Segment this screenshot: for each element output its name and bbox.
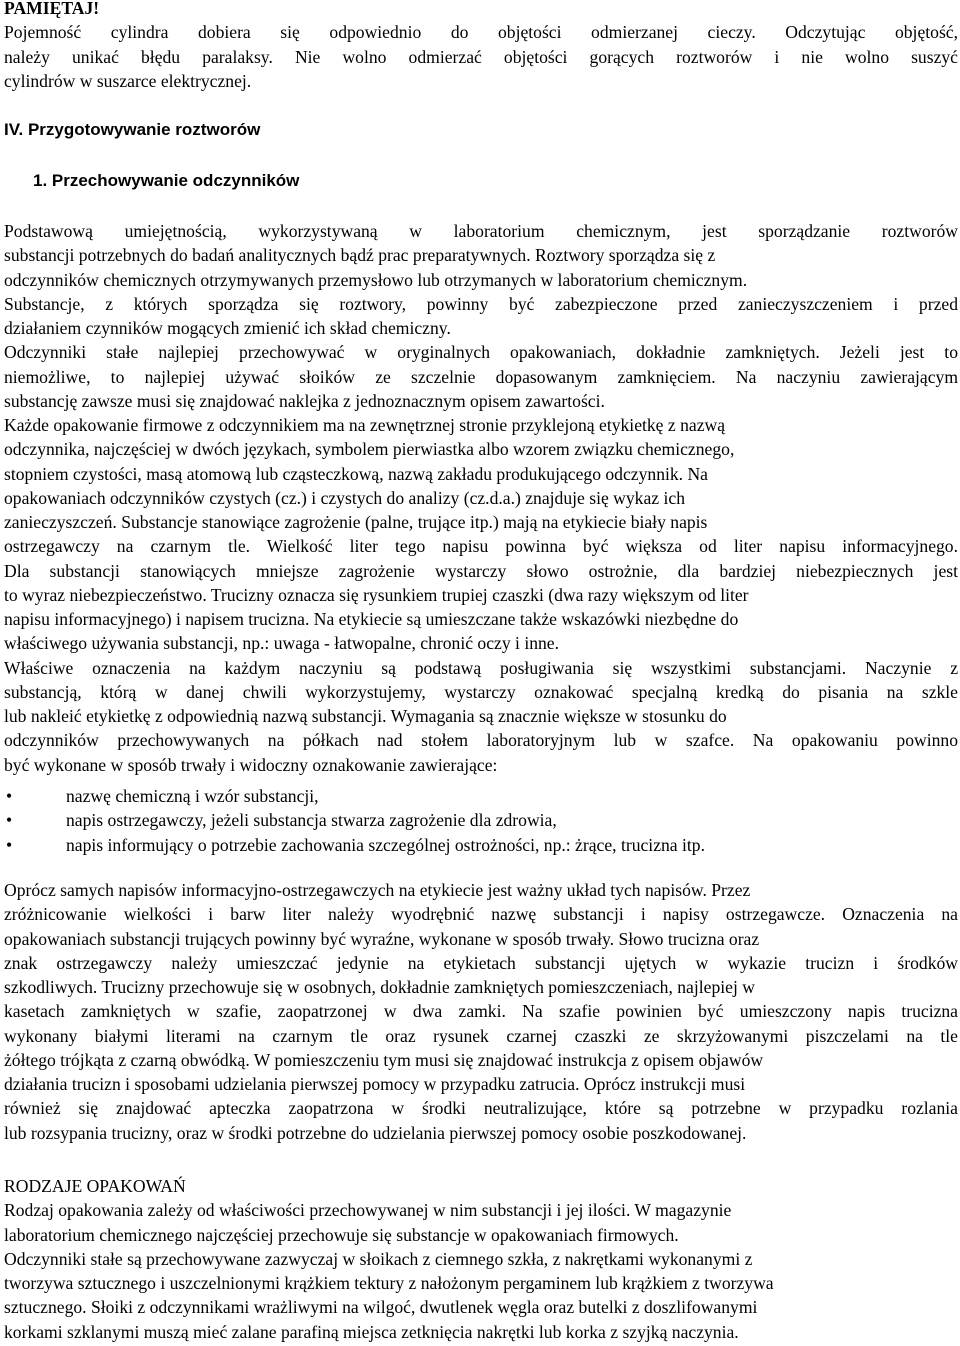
paragraph-line: substancję zawsze musi się znajdować naklejka z jednoznacznym opisem zawartości. bbox=[4, 390, 605, 411]
bullet-list bbox=[4, 784, 958, 857]
paragraph-line: stopniem czystości, masą atomową lub cząsteczkową, nazwą zakładu produkującego odczynnik. Na bbox=[4, 463, 708, 484]
paragraph-line: właściwego używania substancji, np.: uwaga - łatwopalne, chronić oczy i inne. bbox=[4, 633, 560, 654]
paragraph-line: zanieczyszczeń. Substancje stanowiące zagrożenie (palne, trujące itp.) mają na etykiecie biały napis bbox=[4, 512, 708, 532]
paragraph-line: działania trucizn i sposobami udzielania pierwszej pomocy w przypadku zatrucia. Oprócz instrukcji musi bbox=[4, 1074, 746, 1094]
paragraph-line: Każde opakowanie firmowe z odczynnikiem ma na zewnętrznej stronie przyklejoną etykietkę z nazwą bbox=[4, 415, 726, 435]
paragraph-line: Dla substancji stanowiących mniejsze zagrożenie wystarczy słowo ostrożnie, dla bardziej niebezpiecznych jest bbox=[4, 560, 958, 581]
paragraph-line: znak ostrzegawczy należy umieszczać jedynie na etykietach substancji ujętych w wykazie trucizn i środków bbox=[4, 952, 958, 973]
paragraph-line: również się znajdować apteczka zaopatrzona w środki neutralizujące, które są potrzebne w przypadku rozlania bbox=[4, 1098, 958, 1119]
list-item bbox=[4, 784, 958, 808]
bullet-text: nazwę chemiczną i wzór substancji, bbox=[66, 786, 319, 806]
paragraph-line: Odczynniki stałe są przechowywane zazwyczaj w słoikach z ciemnego szkła, z nakrętkami wykonanymi z bbox=[4, 1248, 753, 1269]
paragraph-line: być wykonane w sposób trwały i widoczny oznakowanie zawierające: bbox=[4, 754, 498, 775]
paragraph-line: Substancje, z których sporządza się roztwory, powinny być zabezpieczone przed zanieczyszczeniem i przed bbox=[4, 293, 958, 314]
bullet-marker: • bbox=[6, 786, 13, 806]
notice-line: cylindrów w suszarce elektrycznej. bbox=[4, 70, 252, 91]
notice-line: Pojemność cylindra dobiera się odpowiednio do objętości odmierzanej cieczy. Odczytując objętość, bbox=[4, 22, 958, 43]
paragraph-line: Właściwe oznaczenia na każdym naczyniu są podstawą posługiwania się wszystkimi substancjami. Naczynie z bbox=[4, 657, 958, 678]
paragraph-line: opakowaniach odczynników czystych (cz.) i czystych do analizy (cz.d.a.) znajduje się wykaz ich bbox=[4, 487, 685, 508]
paragraph-line: to wyraz niebezpieczeństwo. Trucizny oznacza się rysunkiem trupiej czaszki (dwa razy większym od liter bbox=[4, 584, 749, 605]
bullet-text: napis ostrzegawczy, jeżeli substancja stwarza zagrożenie dla zdrowia, bbox=[66, 810, 557, 831]
paragraph-line: laboratorium chemicznego najczęściej przechowuje się substancje w opakowaniach firmowych. bbox=[4, 1224, 679, 1245]
paragraph-line: zróżnicowanie wielkości i barw liter należy wyodrębnić nazwę substancji i napisy ostrzegawcze. Oznaczenia na bbox=[4, 904, 958, 925]
section-title: IV. Przygotowywanie roztworów bbox=[4, 120, 261, 139]
list-item bbox=[4, 833, 958, 857]
bullet-text: napis informujący o potrzebie zachowania szczególnej ostrożności, np.: żrące, trucizna itp. bbox=[66, 834, 705, 855]
packaging-section bbox=[4, 1174, 958, 1344]
paragraph-line: lub rozsypania trucizny, oraz w środki potrzebne do udzielania pierwszej pomocy osobie poszkodowanej. bbox=[4, 1122, 747, 1143]
subsection-title: 1. Przechowywanie odczynników bbox=[33, 171, 300, 190]
notice-block bbox=[4, 0, 958, 93]
paragraph-line: Podstawową umiejętnością, wykorzystywaną w laboratorium chemicznym, jest sporządzanie roztworów bbox=[4, 221, 958, 241]
paragraph-line: napisu informacyjnego) i napisem trucizna. Na etykiecie są umieszczane także wskazówki niezbędne do bbox=[4, 609, 739, 629]
paragraph-line: substancją, którą w danej chwili wykorzystujemy, wystarczy oznakować specjalną kredką do pisania na szkle bbox=[4, 681, 958, 702]
packaging-title: RODZAJE OPAKOWAŃ bbox=[4, 1176, 186, 1196]
paragraph-line: ostrzegawczy na czarnym tle. Wielkość liter tego napisu powinna być większa od liter napisu informacyjnego. bbox=[4, 536, 958, 557]
paragraph-line: Oprócz samych napisów informacyjno-ostrzegawczych na etykiecie jest ważny układ tych napisów. Przez bbox=[4, 880, 751, 900]
paragraph-line: odczynników chemicznych otrzymywanych przemysłowo lub otrzymanych w laboratorium chemicznym. bbox=[4, 269, 748, 290]
paragraph-line: lub nakleić etykietkę z odpowiednią nazwą substancji. Wymagania są znacznie większe w stosunku do bbox=[4, 706, 727, 726]
paragraph-line: korkami szklanymi muszą mieć zalane parafiną miejsca zetknięcia nakrętki lub korka z szyjką naczynia. bbox=[4, 1321, 739, 1342]
paragraph-line: sztucznego. Słoiki z odczynnikami wrażliwymi na wilgoć, dwutlenek węgla oraz butelki z doszlifowanymi bbox=[4, 1297, 758, 1318]
paragraph-labels bbox=[4, 878, 958, 1145]
paragraph-line: szkodliwych. Trucizny przechowuje się w osobnych, dokładnie zamkniętych pomieszczeniach, najlepiej w bbox=[4, 977, 755, 997]
paragraph-line: Rodzaj opakowania zależy od właściwości przechowywanej w nim substancji i jej ilości. W magazynie bbox=[4, 1200, 732, 1221]
paragraph-line: odczynników przechowywanych na półkach nad stołem laboratoryjnym lub w szafce. Na opakowaniu powinno bbox=[4, 730, 958, 751]
paragraph-line: odczynnika, najczęściej w dwóch językach, symbolem pierwiastka albo wzorem związku chemicznego, bbox=[4, 439, 735, 460]
paragraph-line: wykonany białymi literami na czarnym tle oraz rysunek czarnej czaszki ze skrzyżowanymi piszczelami na tle bbox=[4, 1025, 958, 1046]
notice-title: PAMIĘTAJ! bbox=[4, 0, 100, 18]
notice-line: należy unikać błędu paralaksy. Nie wolno odmierzać objętości gorących roztworów i nie wolno suszyć bbox=[4, 46, 958, 67]
paragraph-line: kasetach zamkniętych w szafie, zaopatrzonej w dwa zamki. Na szafie powinien być umieszczony napis trucizna bbox=[4, 1001, 958, 1022]
list-item bbox=[4, 808, 958, 832]
paragraph-line: niemożliwe, to najlepiej używać słoików ze szczelnie dopasowanym zamknięciem. Na naczyniu zawierającym bbox=[4, 366, 958, 387]
paragraph-line: opakowaniach substancji trujących powinny być wyraźne, wykonane w sposób trwały. Słowo trucizna oraz bbox=[4, 928, 760, 949]
paragraph-line: żółtego trójkąta z czarną obwódką. W pomieszczeniu tym musi się znajdować instrukcja z opisem objawów bbox=[4, 1049, 764, 1070]
bullet-marker: • bbox=[6, 834, 13, 855]
paragraph-line: tworzywa sztucznego i uszczelnionymi krążkiem tektury z nałożonym pergaminem lub krążkiem z tworzywa bbox=[4, 1273, 774, 1293]
paragraph-storage bbox=[4, 219, 958, 777]
paragraph-line: Odczynniki stałe najlepiej przechowywać w oryginalnych opakowaniach, dokładnie zamkniętych. Jeżeli jest to bbox=[4, 342, 958, 363]
paragraph-line: działaniem czynników mogących zmienić ich skład chemiczny. bbox=[4, 318, 451, 338]
bullet-marker: • bbox=[6, 810, 13, 831]
paragraph-line: substancji potrzebnych do badań analitycznych bądź prac preparatywnych. Roztwory sporządza się z bbox=[4, 245, 716, 266]
